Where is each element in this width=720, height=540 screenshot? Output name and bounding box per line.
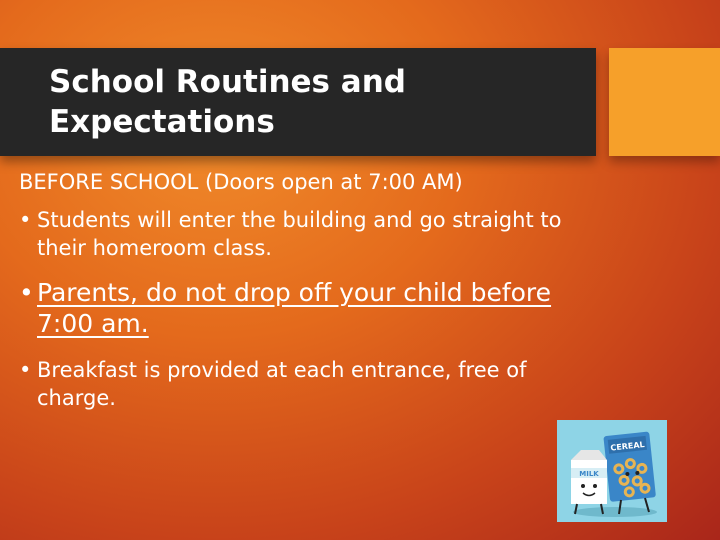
cereal-and-milk-icon [557, 420, 667, 522]
cereal-box-label: CEREAL [610, 440, 646, 453]
bullet-dot: • [19, 358, 32, 382]
slide-title-line-1: School Routines and [49, 64, 406, 100]
bullet-text [37, 356, 692, 412]
bullet-text-line: Breakfast is provided at each entrance, free of [37, 358, 527, 382]
bullet-dot: • [19, 278, 34, 307]
bullet-text-line: charge. [37, 386, 116, 410]
milk-carton-label: MILK [579, 470, 599, 478]
slide-title-line-2: Expectations [49, 104, 275, 140]
breakfast-illustration [557, 420, 667, 522]
bullet-text [37, 277, 692, 339]
bullet-text-line: Students will enter the building and go straight to [37, 208, 562, 232]
accent-block [609, 48, 720, 156]
section-heading: BEFORE SCHOOL (Doors open at 7:00 AM) [19, 170, 463, 194]
bullet-text-line: 7:00 am. [37, 309, 149, 338]
bullet-text [37, 206, 692, 262]
bullet-text-line: Parents, do not drop off your child before [37, 278, 552, 307]
bullet-text-line: their homeroom class. [37, 236, 272, 260]
bullet-dot: • [19, 208, 32, 232]
slide-title [49, 62, 569, 142]
